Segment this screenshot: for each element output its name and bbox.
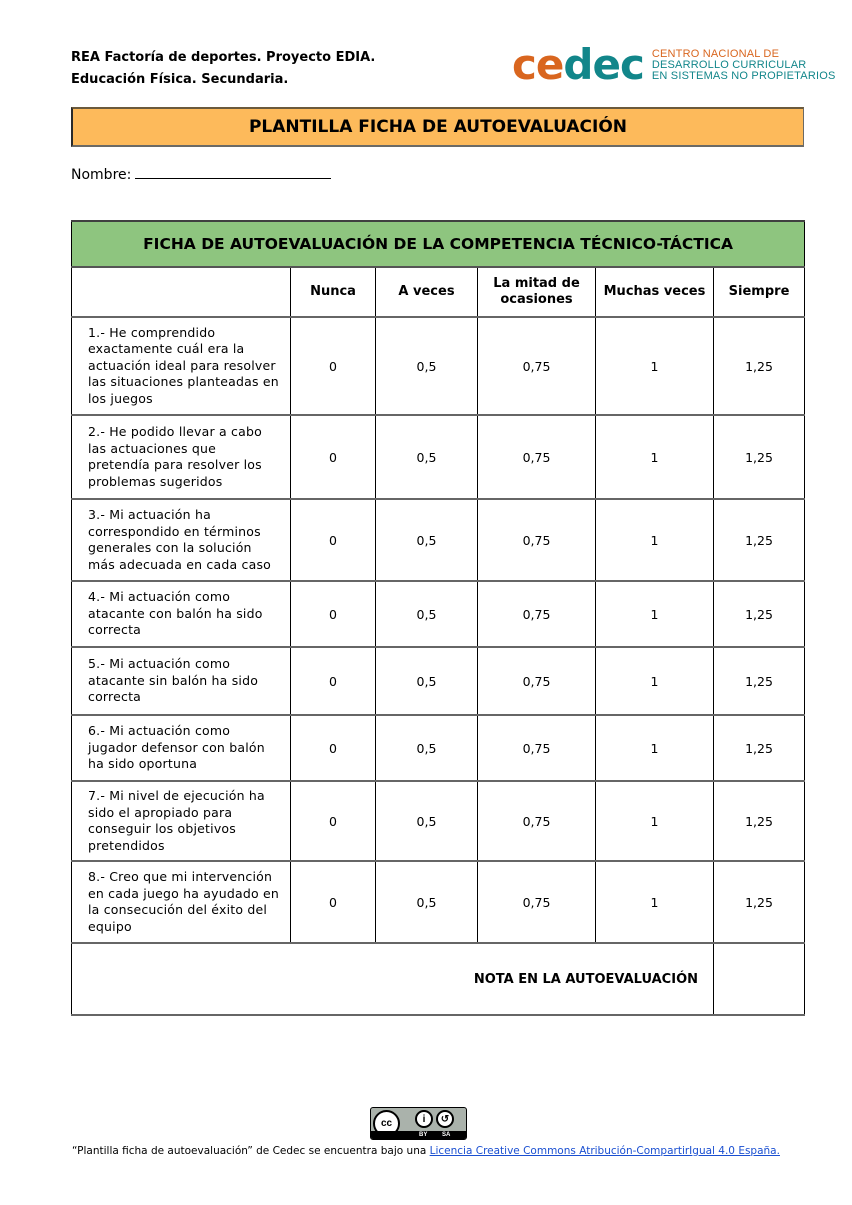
logo-word-part1: ce <box>512 40 564 89</box>
score-option-nunca[interactable]: 0 <box>291 715 376 781</box>
score-option-a-veces[interactable]: 0,5 <box>376 499 478 581</box>
header-line-1: REA Factoría de deportes. Proyecto EDIA. <box>71 50 376 65</box>
column-header-nunca: Nunca <box>291 267 376 317</box>
column-header-a-veces: A veces <box>376 267 478 317</box>
badge-by-label: BY <box>419 1132 428 1138</box>
column-header-row <box>72 267 805 317</box>
cedec-logo <box>512 40 836 89</box>
score-option-a-veces[interactable]: 0,5 <box>376 415 478 499</box>
table-row <box>72 647 805 715</box>
license-footer <box>0 1145 852 1157</box>
nombre-field[interactable] <box>71 164 331 183</box>
logo-tagline-2: DESARROLLO CURRICULAR <box>651 58 807 71</box>
score-option-muchas-veces[interactable]: 1 <box>596 715 714 781</box>
license-text: “Plantilla ficha de autoevaluación” de Cedec se encuentra bajo una <box>72 1145 430 1157</box>
attribution-icon: i <box>415 1110 433 1128</box>
score-option-siempre[interactable]: 1,25 <box>714 781 805 861</box>
score-option-la-mitad-de-ocasiones[interactable]: 0,75 <box>478 317 596 415</box>
score-option-muchas-veces[interactable]: 1 <box>596 317 714 415</box>
table-row <box>72 581 805 647</box>
table-row <box>72 715 805 781</box>
nota-row <box>72 943 805 1015</box>
item-statement: 2.- He podido llevar a cabo las actuaciones que pretendía para resolver los problemas sugeridos <box>72 415 291 499</box>
nota-label: NOTA EN LA AUTOEVALUACIÓN <box>72 943 714 1015</box>
score-option-siempre[interactable]: 1,25 <box>714 581 805 647</box>
score-option-nunca[interactable]: 0 <box>291 415 376 499</box>
score-option-nunca[interactable]: 0 <box>291 317 376 415</box>
column-header-la-mitad: La mitad de ocasiones <box>478 267 596 317</box>
self-evaluation-table <box>71 220 805 1016</box>
score-option-nunca[interactable]: 0 <box>291 647 376 715</box>
table-row <box>72 317 805 415</box>
score-option-nunca[interactable]: 0 <box>291 581 376 647</box>
cc-by-sa-badge[interactable] <box>370 1107 467 1140</box>
page-title: PLANTILLA FICHA DE AUTOEVALUACIÓN <box>71 107 804 147</box>
score-option-a-veces[interactable]: 0,5 <box>376 581 478 647</box>
score-option-la-mitad-de-ocasiones[interactable]: 0,75 <box>478 499 596 581</box>
table-heading: FICHA DE AUTOEVALUACIÓN DE LA COMPETENCIA TÉCNICO-TÁCTICA <box>72 221 805 267</box>
logo-tagline-3: EN SISTEMAS NO PROPIETARIOS <box>651 69 836 82</box>
score-option-nunca[interactable]: 0 <box>291 861 376 943</box>
score-option-muchas-veces[interactable]: 1 <box>596 647 714 715</box>
cc-icon: cc <box>373 1110 400 1137</box>
logo-word-part2: dec <box>563 40 644 89</box>
score-option-a-veces[interactable]: 0,5 <box>376 861 478 943</box>
column-header-muchas-veces: Muchas veces <box>596 267 714 317</box>
score-option-la-mitad-de-ocasiones[interactable]: 0,75 <box>478 647 596 715</box>
nombre-blank-line[interactable] <box>135 164 331 179</box>
column-header-empty <box>72 267 291 317</box>
share-alike-icon: ↺ <box>436 1110 454 1128</box>
logo-tagline-1: CENTRO NACIONAL DE <box>651 47 780 60</box>
score-option-siempre[interactable]: 1,25 <box>714 861 805 943</box>
cedec-logo-word <box>512 40 644 89</box>
table-row <box>72 861 805 943</box>
table-row <box>72 781 805 861</box>
item-statement: 4.- Mi actuación como atacante con balón ha sido correcta <box>72 581 291 647</box>
nombre-label: Nombre: <box>71 167 132 183</box>
score-option-la-mitad-de-ocasiones[interactable]: 0,75 <box>478 781 596 861</box>
header-line-2: Educación Física. Secundaria. <box>71 72 289 87</box>
score-option-siempre[interactable]: 1,25 <box>714 647 805 715</box>
score-option-siempre[interactable]: 1,25 <box>714 415 805 499</box>
item-statement: 7.- Mi nivel de ejecución ha sido el apropiado para conseguir los objetivos pretendidos <box>72 781 291 861</box>
item-statement: 1.- He comprendido exactamente cuál era la actuación ideal para resolver las situaciones planteadas en los juegos <box>72 317 291 415</box>
table-row <box>72 499 805 581</box>
score-option-siempre[interactable]: 1,25 <box>714 715 805 781</box>
score-option-siempre[interactable]: 1,25 <box>714 499 805 581</box>
license-link[interactable]: Licencia Creative Commons Atribución-CompartirIgual 4.0 España. <box>429 1145 780 1157</box>
score-option-a-veces[interactable]: 0,5 <box>376 781 478 861</box>
score-option-la-mitad-de-ocasiones[interactable]: 0,75 <box>478 581 596 647</box>
table-row <box>72 415 805 499</box>
score-option-nunca[interactable]: 0 <box>291 781 376 861</box>
badge-sa-label: SA <box>442 1132 451 1138</box>
cedec-logo-tagline <box>652 49 836 82</box>
score-option-muchas-veces[interactable]: 1 <box>596 581 714 647</box>
score-option-la-mitad-de-ocasiones[interactable]: 0,75 <box>478 861 596 943</box>
score-option-la-mitad-de-ocasiones[interactable]: 0,75 <box>478 415 596 499</box>
item-statement: 6.- Mi actuación como jugador defensor con balón ha sido oportuna <box>72 715 291 781</box>
item-statement: 3.- Mi actuación ha correspondido en términos generales con la solución más adecuada en cada caso <box>72 499 291 581</box>
score-option-nunca[interactable]: 0 <box>291 499 376 581</box>
score-option-muchas-veces[interactable]: 1 <box>596 415 714 499</box>
document-header <box>71 47 375 91</box>
score-option-siempre[interactable]: 1,25 <box>714 317 805 415</box>
score-option-a-veces[interactable]: 0,5 <box>376 715 478 781</box>
score-option-la-mitad-de-ocasiones[interactable]: 0,75 <box>478 715 596 781</box>
score-option-muchas-veces[interactable]: 1 <box>596 781 714 861</box>
item-statement: 5.- Mi actuación como atacante sin balón ha sido correcta <box>72 647 291 715</box>
score-option-muchas-veces[interactable]: 1 <box>596 499 714 581</box>
item-statement: 8.- Creo que mi intervención en cada juego ha ayudado en la consecución del éxito del equipo <box>72 861 291 943</box>
score-option-muchas-veces[interactable]: 1 <box>596 861 714 943</box>
score-option-a-veces[interactable]: 0,5 <box>376 647 478 715</box>
score-option-a-veces[interactable]: 0,5 <box>376 317 478 415</box>
nota-value-cell[interactable] <box>714 943 805 1015</box>
column-header-siempre: Siempre <box>714 267 805 317</box>
